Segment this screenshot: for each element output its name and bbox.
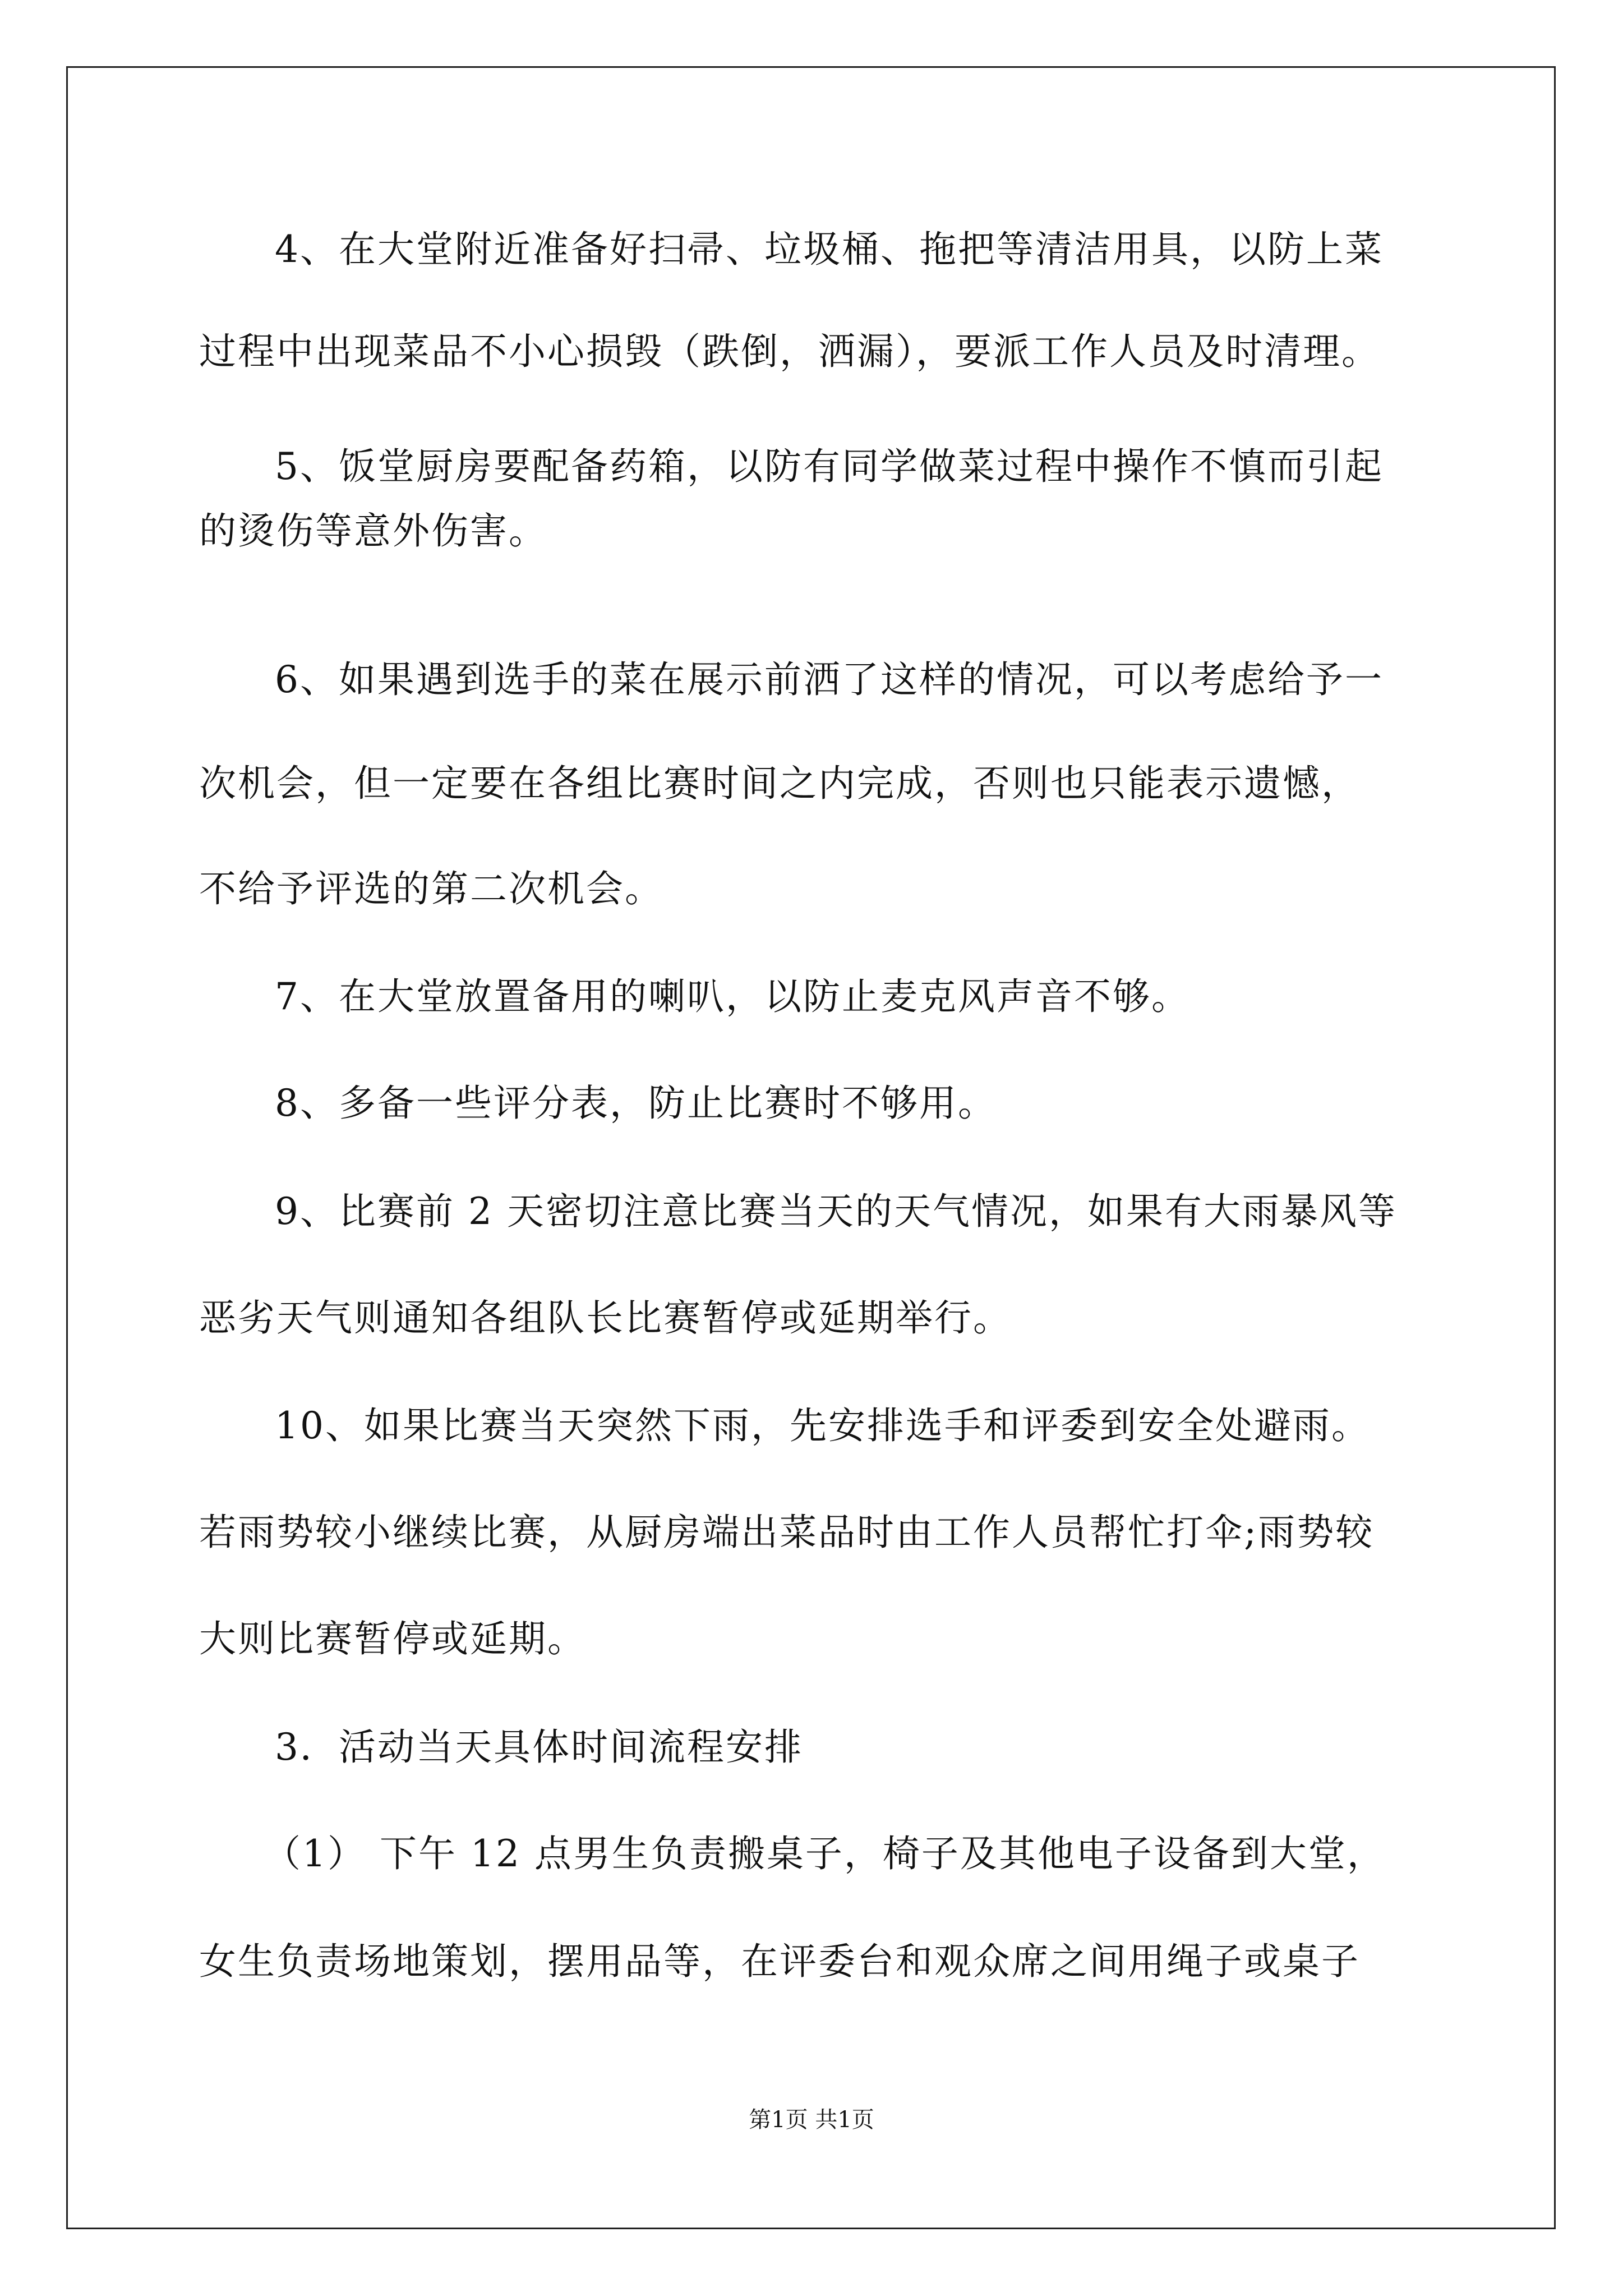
- paragraph-line: 7、在大堂放置备用的喇叭，以防止麦克风声音不够。: [275, 975, 1190, 1018]
- paragraph-line: （1） 下午 12 点男生负责搬桌子，椅子及其他电子设备到大堂，: [264, 1832, 1386, 1875]
- paragraph-line: 大则比赛暂停或延期。: [199, 1617, 586, 1660]
- paragraph-line: 的烫伤等意外伤害。: [199, 509, 547, 553]
- paragraph-line: 6、如果遇到选手的菜在展示前洒了这样的情况，可以考虑给予一: [275, 658, 1384, 701]
- paragraph-line: 10、如果比赛当天突然下雨，先安排选手和评委到安全处避雨。: [275, 1404, 1370, 1447]
- page-border: [66, 66, 1556, 2229]
- section-heading: 3．活动当天具体时间流程安排: [275, 1726, 803, 1769]
- paragraph-line: 女生负责场地策划，摆用品等，在评委台和观众席之间用绳子或桌子: [199, 1940, 1360, 1983]
- paragraph-line: 4、在大堂附近准备好扫帚、垃圾桶、拖把等清洁用具，以防上菜: [275, 228, 1384, 271]
- paragraph-line: 9、比赛前 2 天密切注意比赛当天的天气情况，如果有大雨暴风等: [275, 1190, 1397, 1233]
- paragraph-line: 过程中出现菜品不小心损毁（跌倒，洒漏），要派工作人员及时清理。: [199, 330, 1380, 373]
- paragraph-line: 5、饭堂厨房要配备药箱，以防有同学做菜过程中操作不慎而引起: [275, 445, 1384, 488]
- paragraph-line: 不给予评选的第二次机会。: [199, 867, 663, 910]
- paragraph-line: 8、多备一些评分表，防止比赛时不够用。: [275, 1082, 997, 1125]
- paragraph-line: 恶劣天气则通知各组队长比赛暂停或延期举行。: [199, 1296, 1012, 1340]
- page-footer: 第1页 共1页: [749, 2107, 874, 2133]
- paragraph-line: 若雨势较小继续比赛，从厨房端出菜品时由工作人员帮忙打伞;雨势较: [199, 1511, 1375, 1554]
- paragraph-line: 次机会，但一定要在各组比赛时间之内完成，否则也只能表示遗憾，: [199, 762, 1360, 805]
